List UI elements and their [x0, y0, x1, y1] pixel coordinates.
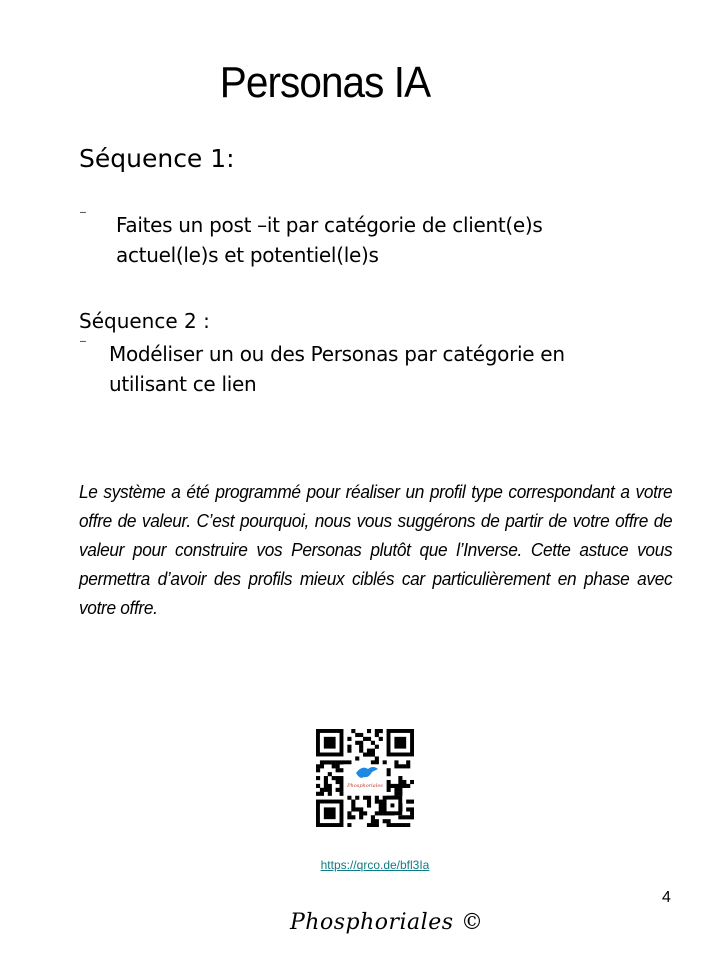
bullet-dash: ⁻ [79, 335, 87, 353]
signature-logo: Phosphoriales © [290, 910, 484, 935]
sequence-2-bullet-text: Modéliser un ou des Personas par catégorie en utilisant ce lien [109, 342, 565, 396]
page-title: Personas IA [219, 58, 431, 107]
page-number: 4 [662, 889, 671, 906]
qr-code-icon[interactable] [316, 729, 414, 827]
svg-text:Phosphoriales: Phosphoriales [347, 783, 383, 789]
bullet-dash: ⁻ [79, 206, 87, 224]
explanation-note: Le système a été programmé pour réaliser un profil type correspondant a votre offre de valeur. C’est pourquoi, nous vous suggérons de partir de votre offre de valeur pour construire vos Personas plutôt que l’Inverse. Cette astuce vous permettra d’avoir des profils mieux ciblés car particulièrement en phase avec votre offre. [79, 482, 673, 618]
qr-link[interactable]: https://qrco.de/bfl3Ia [320, 858, 430, 872]
sequence-1-bullet-text: Faites un post –it par catégorie de client(e)s actuel(le)s et potentiel(le)s [116, 213, 543, 267]
sequence-2-heading: Séquence 2 : [79, 309, 210, 333]
sequence-1-heading: Séquence 1: [79, 144, 235, 173]
